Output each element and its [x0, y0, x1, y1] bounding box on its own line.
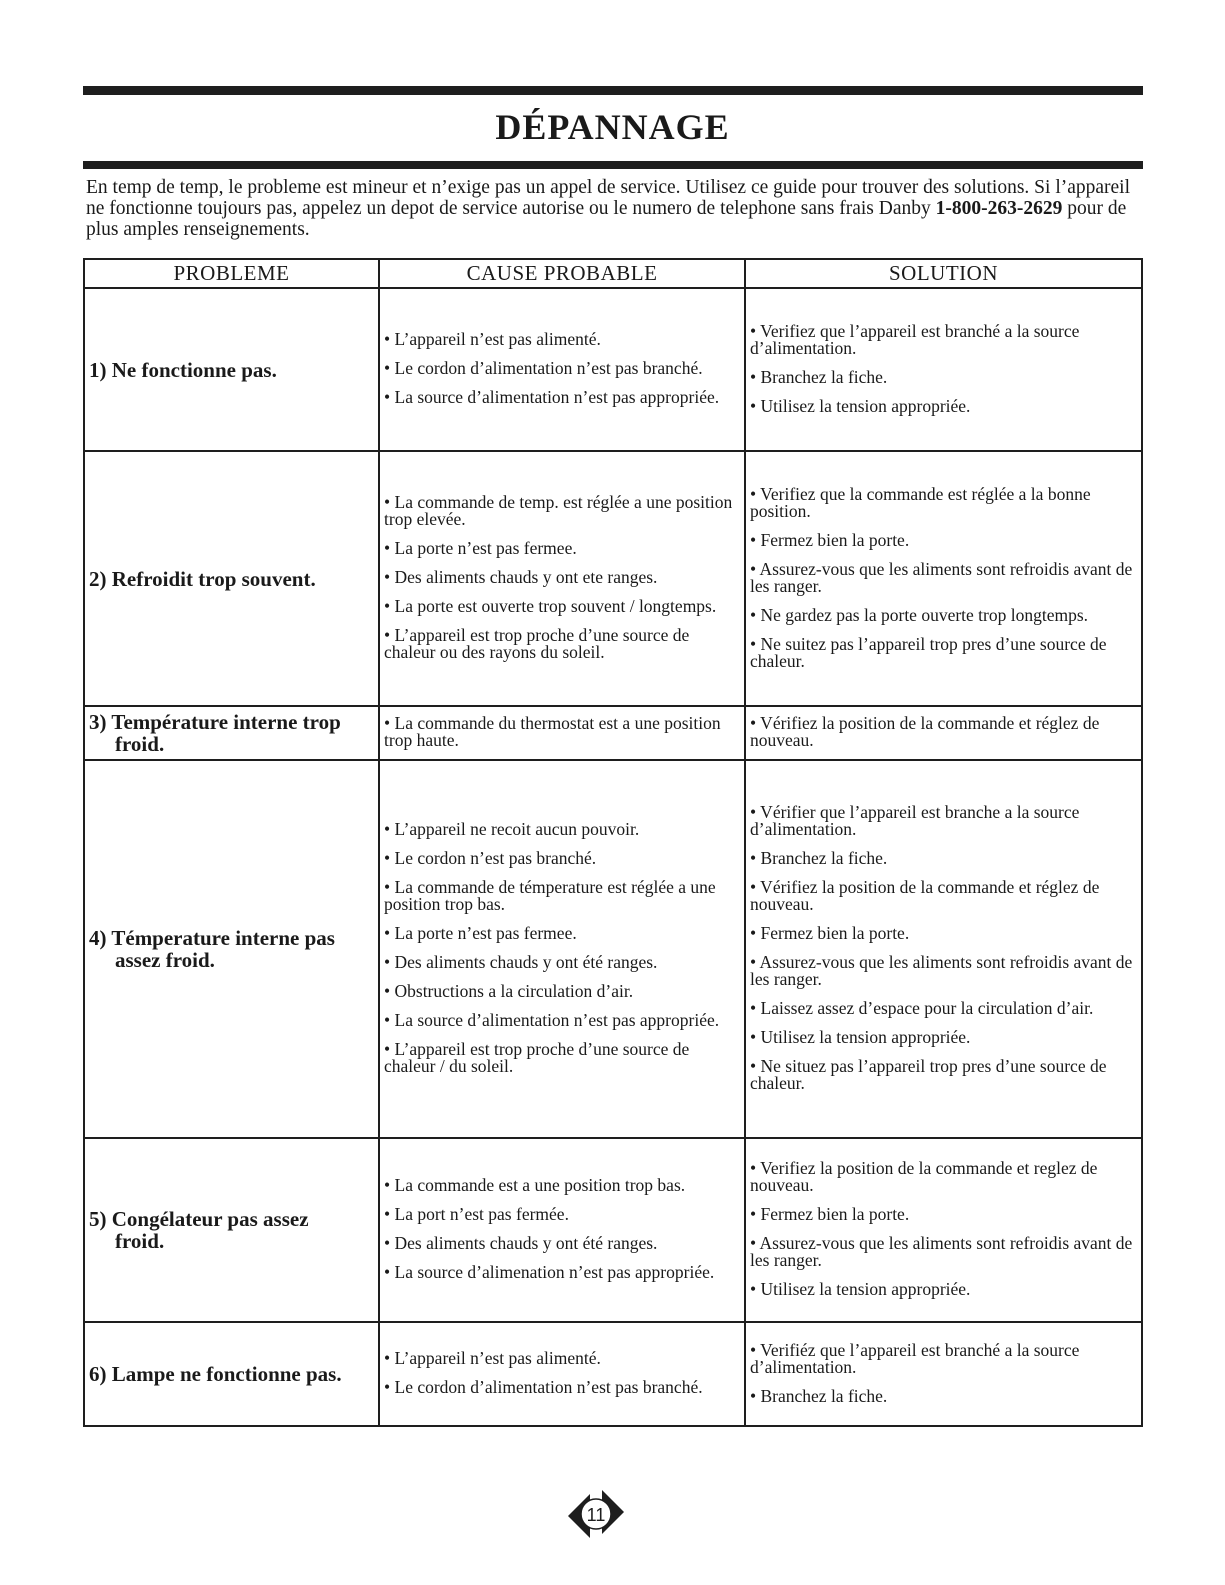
top-rule — [83, 86, 1143, 95]
page-title: DÉPANNAGE — [495, 107, 730, 147]
cause-item: • La port n’est pas fermée. — [384, 1204, 569, 1224]
solution-cell — [745, 706, 1142, 760]
phone-number: 1-800-263-2629 — [935, 198, 1063, 219]
header-solution: SOLUTION — [745, 259, 1142, 288]
cause-item: • La commande du thermostat est a une position trop haute. — [384, 713, 721, 750]
cause-item: • La porte n’est pas fermee. — [384, 538, 577, 558]
solution-item: • Verifiéz que l’appareil est branché a la source d’alimentation. — [750, 1339, 1080, 1377]
table-row — [84, 760, 1142, 1138]
problem-label: 5) Congélateur pas assez — [89, 1207, 309, 1231]
cause-cell — [379, 288, 745, 451]
solution-cell — [745, 760, 1142, 1138]
problem-cell — [84, 451, 379, 706]
solution-item: • Branchez la fiche. — [750, 366, 888, 387]
page-number-badge — [566, 1486, 626, 1542]
problem-label-cont: froid. — [115, 1229, 165, 1253]
header-problem: PROBLEME — [84, 259, 379, 288]
problem-label: 4) Témperature interne pas — [89, 926, 335, 950]
table-row — [84, 288, 1142, 451]
problem-label: 3) Température interne trop — [89, 710, 341, 734]
solution-item: • Assurez-vous que les aliments sont refroidis avant de les ranger. — [750, 558, 1133, 596]
table-row — [84, 1322, 1142, 1426]
troubleshooting-table — [83, 258, 1143, 1427]
solution-item: • Verifiez la position de la commande et reglez de nouveau. — [750, 1158, 1098, 1195]
cause-cell — [379, 706, 745, 760]
solution-item: • Branchez la fiche. — [750, 848, 888, 868]
solution-item: • Assurez-vous que les aliments sont refroidis avant de les ranger. — [750, 1233, 1133, 1270]
cause-item: • L’appareil est trop proche d’une source de chaleur / du soleil. — [384, 1039, 690, 1076]
cause-item: • La porte n’est pas fermee. — [384, 923, 577, 943]
cause-item: • La source d’alimentation n’est pas appropriée. — [384, 387, 720, 407]
solution-item: • Vérifiez la position de la commande et réglez de nouveau. — [750, 877, 1100, 914]
intro-text-before: En temp de temp, le probleme est mineur et n’exige pas un appel de service. Utilisez ce guide pour trouver des solutions. Si l’appareil ne fonctionne toujours pas, appelez un depot de service autorise ou le numero de telephone sans frais Danby — [86, 177, 1131, 219]
cause-item: • L’appareil est trop proche d’une source de chaleur ou des rayons du soleil. — [384, 625, 690, 662]
cause-item: • L’appareil ne recoit aucun pouvoir. — [384, 819, 640, 839]
page-number: 11 — [586, 1505, 606, 1525]
cause-item: • Le cordon d’alimentation n’est pas branché. — [384, 358, 703, 378]
solution-item: • Verifiez que la commande est réglée a la bonne position. — [750, 483, 1091, 521]
solution-cell — [745, 288, 1142, 451]
solution-item: • Fermez bien la porte. — [750, 1204, 910, 1224]
solution-item: • Utilisez la tension appropriée. — [750, 1027, 971, 1047]
cause-cell — [379, 451, 745, 706]
solution-item: • Ne gardez pas la porte ouverte trop longtemps. — [750, 604, 1089, 625]
cause-item: • Le cordon n’est pas branché. — [384, 848, 597, 868]
solution-cell — [745, 1138, 1142, 1322]
solution-item: • Utilisez la tension appropriée. — [750, 1279, 971, 1299]
solution-cell — [745, 451, 1142, 706]
cause-item: • Le cordon d’alimentation n’est pas branché. — [384, 1377, 703, 1397]
problem-cell — [84, 288, 379, 451]
cause-item: • La commande est a une position trop bas. — [384, 1175, 686, 1195]
table-row — [84, 706, 1142, 760]
solution-item: • Laissez assez d’espace pour la circulation d’air. — [750, 998, 1094, 1018]
solution-item: • Fermez bien la porte. — [750, 923, 910, 943]
header-cause: CAUSE PROBABLE — [379, 259, 745, 288]
solution-item: • Verifiez que l’appareil est branché a la source d’alimentation. — [750, 320, 1080, 358]
solution-item: • Branchez la fiche. — [750, 1385, 888, 1406]
problem-label-cont: froid. — [115, 732, 165, 756]
title-rule — [83, 161, 1143, 169]
solution-item: • Vérifier que l’appareil est branche a la source d’alimentation. — [750, 802, 1080, 839]
problem-label-cont: assez froid. — [115, 948, 215, 972]
cause-item: • La source d’alimenation n’est pas appropriée. — [384, 1262, 715, 1282]
cause-item: • L’appareil n’est pas alimenté. — [384, 329, 601, 349]
solution-item: • Utilisez la tension appropriée. — [750, 395, 971, 416]
problem-label: 1) Ne fonctionne pas. — [89, 357, 277, 382]
solution-item: • Vérifiez la position de la commande et réglez de nouveau. — [750, 713, 1100, 750]
problem-label: 6) Lampe ne fonctionne pas. — [89, 1362, 342, 1386]
cause-cell — [379, 760, 745, 1138]
cause-item: • La commande de temp. est réglée a une position trop elevée. — [384, 492, 733, 529]
solution-item: • Fermez bien la porte. — [750, 529, 910, 550]
solution-cell — [745, 1322, 1142, 1426]
table-header-row — [84, 259, 1142, 288]
cause-item: • Des aliments chauds y ont ete ranges. — [384, 567, 658, 587]
table-row — [84, 1138, 1142, 1322]
table-row — [84, 451, 1142, 706]
cause-item: • Des aliments chauds y ont été ranges. — [384, 1233, 658, 1253]
cause-item: • La source d’alimentation n’est pas appropriée. — [384, 1010, 720, 1030]
cause-item: • Des aliments chauds y ont été ranges. — [384, 952, 658, 972]
solution-item: • Ne situez pas l’appareil trop pres d’une source de chaleur. — [750, 1056, 1107, 1093]
intro-text-after: pour de plus amples renseignements. — [86, 198, 1127, 240]
problem-cell — [84, 1138, 379, 1322]
solution-item: • Ne suitez pas l’appareil trop pres d’une source de chaleur. — [750, 633, 1107, 671]
cause-item: • La commande de témperature est réglée a une position trop bas. — [384, 877, 716, 914]
problem-cell — [84, 1322, 379, 1426]
cause-cell — [379, 1322, 745, 1426]
solution-item: • Assurez-vous que les aliments sont refroidis avant de les ranger. — [750, 952, 1133, 989]
intro-paragraph — [86, 177, 1136, 240]
problem-cell — [84, 760, 379, 1138]
problem-label: 2) Refroidit trop souvent. — [89, 566, 316, 591]
problem-cell — [84, 706, 379, 760]
cause-item: • L’appareil n’est pas alimenté. — [384, 1348, 601, 1368]
cause-cell — [379, 1138, 745, 1322]
cause-item: • La porte est ouverte trop souvent / longtemps. — [384, 596, 717, 616]
cause-item: • Obstructions a la circulation d’air. — [384, 981, 634, 1001]
